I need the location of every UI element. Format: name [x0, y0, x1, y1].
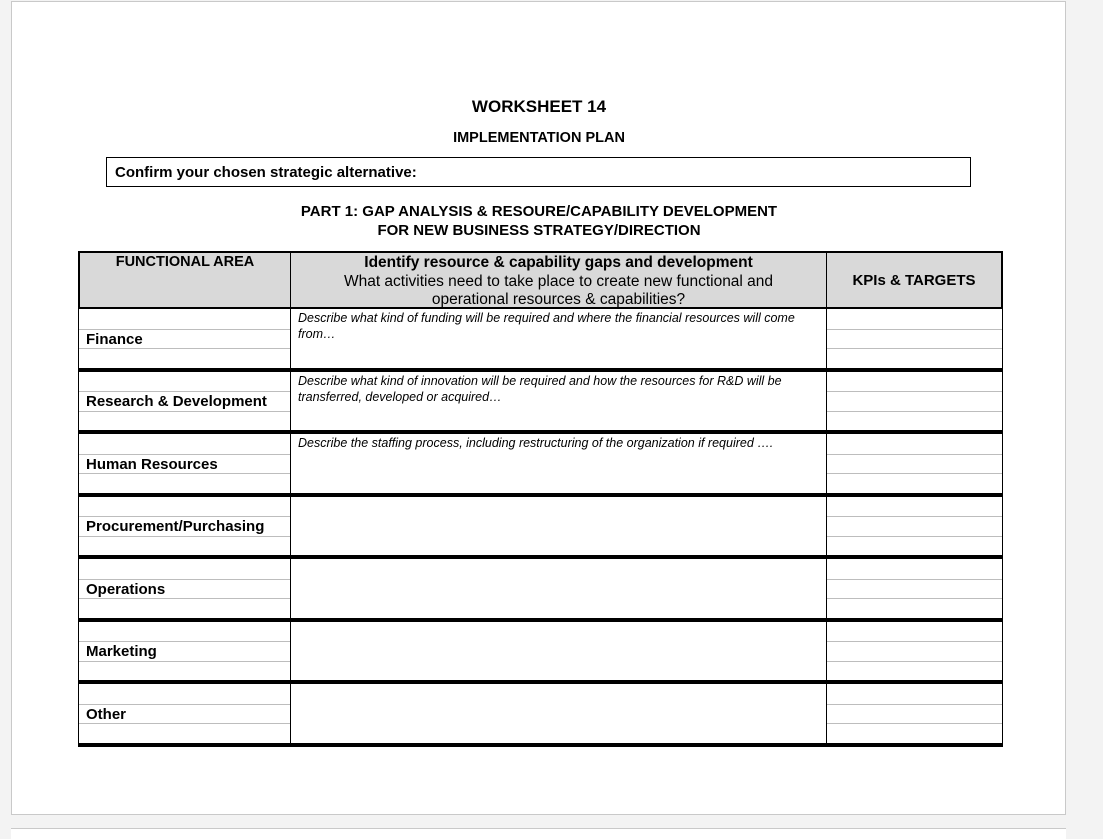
header-gaps-question-2: operational resources & capabilities? — [431, 291, 686, 308]
header-gaps-title: Identify resource & capability gaps and development — [364, 254, 753, 271]
row-separator — [78, 368, 1003, 372]
divider-kpi — [826, 251, 827, 747]
sub-row-line — [827, 473, 1002, 474]
gap-description: Describe what kind of funding will be required and where the financial resources will come from… — [298, 311, 795, 341]
part-heading-line-2: FOR NEW BUSINESS STRATEGY/DIRECTION — [377, 222, 701, 239]
sub-row-line — [79, 348, 290, 349]
sub-row-line — [79, 329, 290, 330]
row-separator — [78, 493, 1003, 497]
header-functional-area: FUNCTIONAL AREA — [115, 254, 255, 270]
sub-row-line — [827, 536, 1002, 537]
part-heading-line-1: PART 1: GAP ANALYSIS & RESOURE/CAPABILITY DEVELOPMENT — [300, 203, 778, 220]
sub-row-line — [79, 516, 290, 517]
functional-area-label: Research & Development — [86, 393, 267, 410]
sub-row-line — [827, 661, 1002, 662]
sub-row-line — [79, 391, 290, 392]
gap-description: Describe the staffing process, including restructuring of the organization if required …. — [298, 436, 774, 450]
worksheet-subtitle: IMPLEMENTATION PLAN — [453, 130, 625, 146]
sub-row-line — [79, 641, 290, 642]
sub-row-line — [827, 454, 1002, 455]
sub-row-line — [79, 536, 290, 537]
text-cursor — [970, 157, 971, 172]
row-separator — [78, 618, 1003, 622]
sub-row-line — [827, 641, 1002, 642]
functional-area-label: Operations — [86, 581, 166, 598]
functional-area-label: Finance — [86, 331, 143, 348]
sub-row-line — [79, 579, 290, 580]
sub-row-line — [827, 516, 1002, 517]
functional-area-label: Marketing — [86, 643, 157, 660]
strategic-alternative-label: Confirm your chosen strategic alternative: — [115, 164, 417, 181]
divider-area — [290, 251, 291, 747]
sub-row-line — [79, 704, 290, 705]
sub-row-line — [827, 579, 1002, 580]
sub-row-line — [827, 704, 1002, 705]
strategic-alternative-field[interactable] — [106, 157, 971, 187]
functional-area-label: Procurement/Purchasing — [86, 518, 265, 535]
sub-row-line — [827, 391, 1002, 392]
row-separator — [78, 430, 1003, 434]
sub-row-line — [827, 411, 1002, 412]
sub-row-line — [827, 348, 1002, 349]
functional-area-label: Human Resources — [86, 456, 218, 473]
worksheet-title: WORKSHEET 14 — [471, 97, 607, 116]
implementation-table — [78, 251, 1003, 748]
sub-row-line — [79, 473, 290, 474]
part-heading — [0, 202, 1078, 240]
sub-row-line — [827, 723, 1002, 724]
header-gaps — [291, 254, 826, 310]
left-border — [78, 251, 79, 747]
sub-row-line — [79, 454, 290, 455]
gap-description: Describe what kind of innovation will be required and how the resources for R&D will be transferred, developed or acquired… — [298, 374, 782, 404]
row-separator — [78, 680, 1003, 684]
sub-row-line — [79, 723, 290, 724]
sub-row-line — [79, 598, 290, 599]
functional-area-label: Other — [86, 706, 127, 723]
sub-row-line — [79, 661, 290, 662]
row-separator — [78, 555, 1003, 559]
right-border — [1002, 251, 1003, 747]
sub-row-line — [827, 598, 1002, 599]
row-separator — [78, 743, 1003, 747]
header-gaps-question-1: What activities need to take place to create new functional and — [343, 272, 774, 290]
header-kpis: KPIs & TARGETS — [852, 272, 976, 289]
sub-row-line — [827, 329, 1002, 330]
sub-row-line — [79, 411, 290, 412]
next-page-edge — [11, 828, 1066, 839]
